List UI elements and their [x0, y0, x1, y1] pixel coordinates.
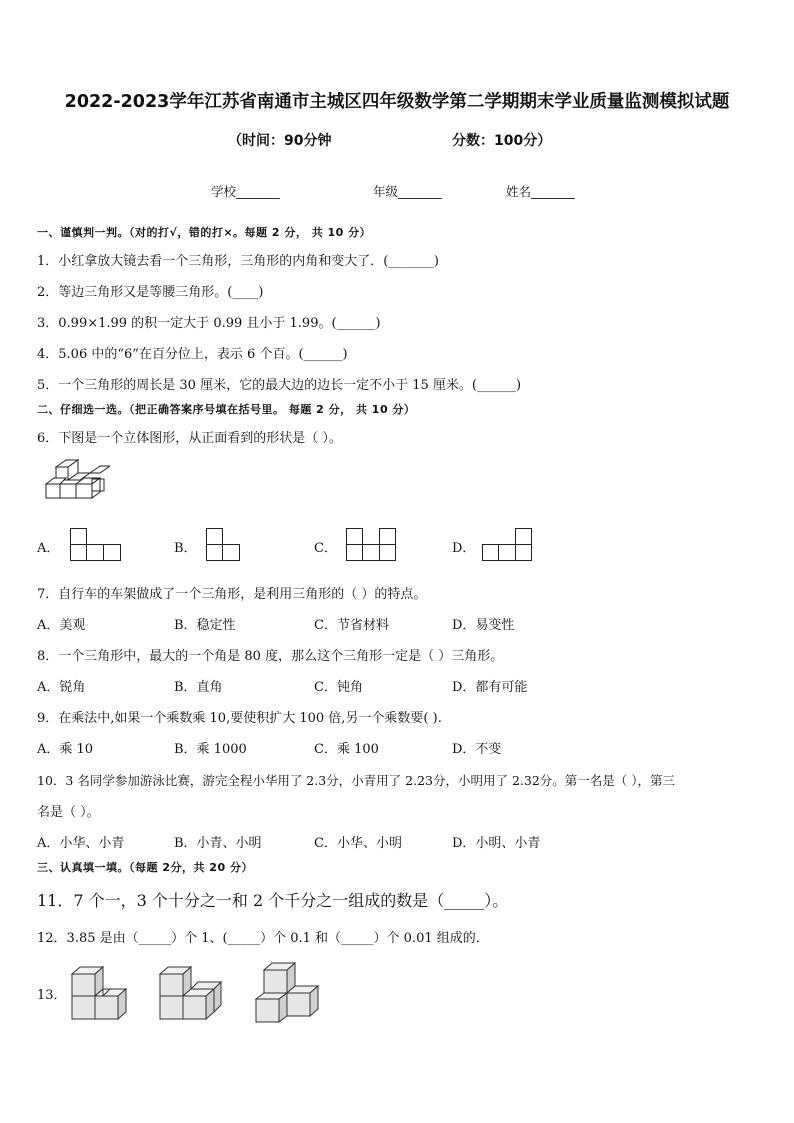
school-field: 学校_______ — [211, 184, 280, 199]
grade-field: 年级_______ — [373, 184, 442, 199]
q8-option-a[interactable]: A．锐角 — [37, 680, 86, 695]
score-label: 分数：100分） — [452, 133, 552, 149]
question-9: 9．在乘法中,如果一个乘数乘 10,要使积扩大 100 倍,另一个乘数要( ). — [37, 711, 442, 726]
q9-option-c[interactable]: C．乘 100 — [314, 742, 379, 757]
question-8: 8．一个三角形中，最大的一个角是 80 度，那么这个三角形一定是（ ）三角形。 — [37, 649, 504, 664]
question-7: 7．自行车的车架做成了一个三角形，是利用三角形的（ ）的特点。 — [37, 587, 427, 602]
question-13: 13． — [37, 988, 67, 1003]
q10-option-d[interactable]: D．小明、小青 — [452, 836, 541, 851]
name-field: 姓名_______ — [506, 184, 575, 199]
q6-option-c-shape — [346, 528, 398, 562]
q7-option-a[interactable]: A．美观 — [37, 618, 86, 633]
q6-option-a[interactable]: A． — [37, 541, 60, 556]
q6-option-d[interactable]: D． — [452, 541, 476, 556]
q8-option-b[interactable]: B．直角 — [174, 680, 223, 695]
q8-option-c[interactable]: C．钝角 — [314, 680, 363, 695]
question-10-line-2: 名是（ ）。 — [37, 805, 100, 820]
question-5: 5．一个三角形的周长是 30 厘米，它的最大边的边长一定不小于 15 厘米。(______) — [37, 378, 522, 393]
q9-option-d[interactable]: D．不变 — [452, 742, 502, 757]
question-11: 11．7 个一，3 个十分之一和 2 个千分之一组成的数是（_____）。 — [37, 891, 509, 910]
q7-option-c[interactable]: C．节省材料 — [314, 618, 389, 633]
q6-option-b-shape — [206, 528, 242, 562]
section-3-heading: 三、认真填一填。（每题 2分，共 20 分） — [37, 861, 253, 874]
question-12: 12．3.85 是由（_____）个 1、(_____）个 0.1 和（_____）个 0.01 组成的． — [37, 931, 489, 946]
time-label: （时间：90分钟 — [228, 133, 332, 149]
q10-option-b[interactable]: B．小青、小明 — [174, 836, 262, 851]
question-2: 2．等边三角形又是等腰三角形。(____) — [37, 285, 264, 300]
q6-cube-figure — [44, 457, 110, 507]
question-10-line-1: 10．3 名同学参加游泳比赛，游完全程小华用了 2.3分，小青用了 2.23分，小明用了 2.32分。第一名是（ ），第三 — [37, 773, 676, 788]
q6-option-b[interactable]: B． — [174, 541, 197, 556]
section-1-heading: 一、谨慎判一判。（对的打√，错的打×。每题 2 分， 共 10 分） — [37, 226, 372, 239]
page-title: 2022-2023学年江苏省南通市主城区四年级数学第二学期期末学业质量监测模拟试题 — [64, 92, 730, 112]
q10-option-a[interactable]: A．小华、小青 — [37, 836, 125, 851]
q6-option-c[interactable]: C． — [314, 541, 337, 556]
q13-figure-3 — [254, 960, 322, 1024]
q13-figure-1 — [70, 964, 136, 1022]
q7-option-d[interactable]: D．易变性 — [452, 618, 515, 633]
q7-option-b[interactable]: B．稳定性 — [174, 618, 236, 633]
q9-option-a[interactable]: A．乘 10 — [37, 742, 94, 757]
q6-option-a-shape — [70, 528, 122, 562]
q10-option-c[interactable]: C．小华、小明 — [314, 836, 402, 851]
q6-option-d-shape — [482, 528, 534, 562]
question-1: 1．小红拿放大镜去看一个三角形，三角形的内角和变大了．(_______) — [37, 254, 439, 269]
question-6: 6．下图是一个立体图形，从正面看到的形状是（ ）。 — [37, 431, 342, 446]
q13-figure-2 — [158, 964, 224, 1022]
q8-option-d[interactable]: D．都有可能 — [452, 680, 528, 695]
question-3: 3．0.99×1.99 的积一定大于 0.99 且小于 1.99。(______) — [37, 316, 381, 331]
section-2-heading: 二、仔细选一选。（把正确答案序号填在括号里。 每题 2 分， 共 10 分） — [37, 403, 416, 416]
question-4: 4．5.06 中的“6”在百分位上，表示 6 个百。(______) — [37, 347, 348, 362]
q9-option-b[interactable]: B．乘 1000 — [174, 742, 247, 757]
